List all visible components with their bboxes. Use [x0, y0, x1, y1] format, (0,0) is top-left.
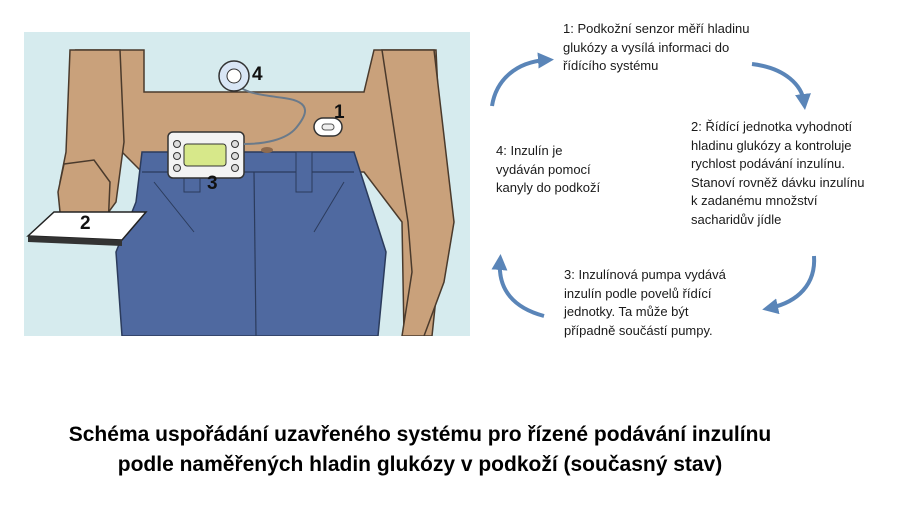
label-sensor: 1	[334, 102, 345, 123]
step-3-text: 3: Inzulínová pumpa vydává inzulín podle povelů řídící jednotky. Ta může být případně součástí pumpy.	[564, 267, 726, 338]
step-1-text: 1: Podkožní senzor měří hladinu glukózy a vysílá informaci do řídícího systému	[563, 21, 750, 73]
arrow-4-to-1	[492, 60, 546, 106]
label-infusion-site: 4	[252, 64, 263, 85]
arrow-1-to-2	[752, 64, 804, 102]
jeans	[116, 152, 386, 336]
step-4-text: 4: Inzulín je vydáván pomocí kanyly do podkoží	[496, 143, 601, 195]
arrow-2-to-3	[770, 256, 814, 308]
illustration-panel	[24, 32, 470, 336]
insulin-pump-icon	[168, 132, 244, 178]
label-controller: 3	[207, 173, 218, 194]
arrow-3-to-4	[500, 262, 544, 316]
label-phone: 2	[80, 213, 91, 234]
step-2-text: 2: Řídící jednotka vyhodnotí hladinu glukózy a kontroluje rychlost podávání inzulínu. Stanoví rovněž dávku inzulínu k zadanému množství sacharidův jídle	[691, 119, 865, 227]
figure-caption	[0, 420, 840, 480]
caption-line-1: Schéma uspořádání uzavřeného systému pro řízené podávání inzulínu	[68, 423, 772, 446]
infusion-set-icon	[219, 61, 249, 91]
caption-line-2: podle naměřených hladin glukózy v podkoží (současný stav)	[117, 453, 723, 476]
body-illustration	[24, 32, 470, 336]
